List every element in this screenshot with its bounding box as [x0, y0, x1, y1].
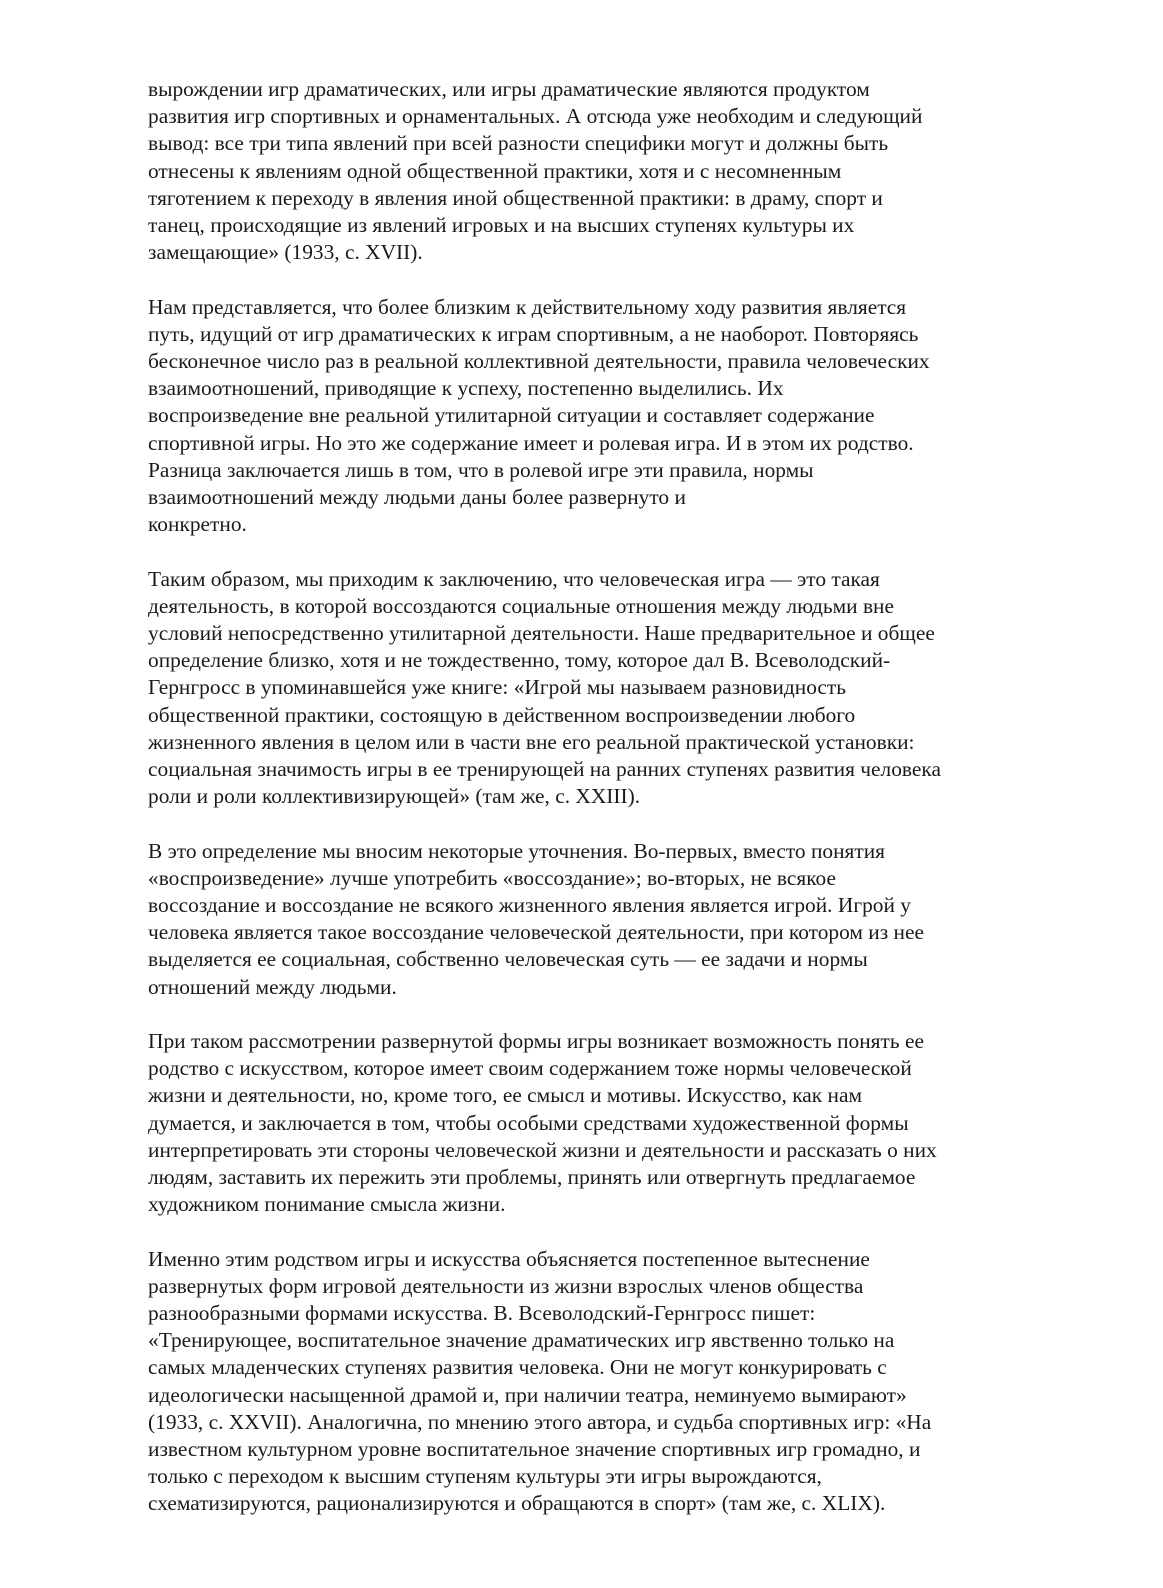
text-line: В это определение мы вносим некоторые уточнения. Во-первых, вместо понятия	[148, 838, 886, 863]
text-line: отнесены к явлениям одной общественной практики, хотя и с несомненным	[148, 158, 842, 183]
text-line: условий непосредственно утилитарной деятельности. Наше предварительное и общее	[148, 621, 935, 646]
document-body	[148, 76, 1028, 1545]
text-line: социальная значимость игры в ее тренирующей на ранних ступенях развития человека	[148, 757, 941, 782]
paragraph-3	[148, 566, 1028, 811]
text-line: конкретно.	[148, 512, 247, 537]
text-line: Нам представляется, что более близким к действительному ходу развития является	[148, 294, 907, 319]
paragraph-4	[148, 838, 1028, 1001]
text-line: вырождении игр драматических, или игры драматические являются продуктом	[148, 77, 870, 101]
text-line: самых младенческих ступенях развития человека. Они не могут конкурировать с	[148, 1355, 887, 1380]
text-line: интерпретировать эти стороны человеческой жизни и деятельности и рассказать о них	[148, 1137, 937, 1162]
text-line: отношений между людьми.	[148, 974, 397, 999]
text-line: взаимоотношений, приводящие к успеху, постепенно выделились. Их	[148, 376, 784, 401]
text-line: роли и роли коллективизирующей» (там же, с. XXIII).	[148, 784, 641, 809]
text-line: Таким образом, мы приходим к заключению, что человеческая игра — это такая	[148, 566, 880, 591]
text-line: только с переходом к высшим ступеням культуры эти игры вырождаются,	[148, 1464, 822, 1489]
text-line: танец, происходящие из явлений игровых и на высших ступенях культуры их	[148, 213, 855, 238]
text-line: При таком рассмотрении развернутой формы игры возникает возможность понять ее	[148, 1029, 924, 1054]
text-line: жизни и деятельности, но, кроме того, ее смысл и мотивы. Искусство, как нам	[148, 1083, 862, 1108]
paragraph-5	[148, 1028, 1028, 1218]
text-line: развернутых форм игровой деятельности из жизни взрослых членов общества	[148, 1273, 864, 1298]
text-line: замещающие» (1933, с. XVII).	[148, 240, 423, 265]
text-line: «Тренирующее, воспитательное значение драматических игр явственно только на	[148, 1328, 895, 1353]
text-line: бесконечное число раз в реальной коллективной деятельности, правила человеческих	[148, 349, 930, 374]
text-line: схематизируются, рационализируются и обращаются в спорт» (там же, с. XLIX).	[148, 1491, 886, 1516]
text-line: думается, и заключается в том, чтобы особыми средствами художественной формы	[148, 1110, 909, 1135]
text-line: Именно этим родством игры и искусства объясняется постепенное вытеснение	[148, 1246, 870, 1271]
text-line: жизненного явления в целом или в части вне его реальной практической установки:	[148, 729, 915, 754]
text-line: людям, заставить их пережить эти проблемы, принять или отвергнуть предлагаемое	[148, 1165, 916, 1190]
text-line: развития игр спортивных и орнаментальных. А отсюда уже необходим и следующий	[148, 104, 923, 129]
text-line: вывод: все три типа явлений при всей разности специфики могут и должны быть	[148, 131, 889, 156]
text-line: «воспроизведение» лучше употребить «воссоздание»; во-вторых, не всякое	[148, 865, 836, 890]
text-line: известном культурном уровне воспитательное значение спортивных игр громадно, и	[148, 1437, 921, 1462]
text-line: путь, идущий от игр драматических к играм спортивным, а не наоборот. Повторяясь	[148, 321, 919, 346]
text-line: (1933, с. XXVII). Аналогична, по мнению этого автора, и судьба спортивных игр: «На	[148, 1409, 932, 1434]
text-line: деятельность, в которой воссоздаются социальные отношения между людьми вне	[148, 593, 894, 618]
paragraph-6	[148, 1246, 1028, 1518]
text-line: разнообразными формами искусства. В. Всеволодский-Гернгросс пишет:	[148, 1301, 816, 1326]
text-line: воспроизведение вне реальной утилитарной ситуации и составляет содержание	[148, 403, 875, 428]
text-line: выделяется ее социальная, собственно человеческая суть — ее задачи и нормы	[148, 947, 868, 972]
text-line: Гернгросс в упоминавшейся уже книге: «Игрой мы называем разновидность	[148, 675, 847, 700]
text-line: взаимоотношений между людьми даны более развернуто и	[148, 485, 686, 510]
text-line: родство с искусством, которое имеет своим содержанием тоже нормы человеческой	[148, 1056, 912, 1081]
paragraph-2	[148, 294, 1028, 539]
paragraph-1	[148, 76, 1028, 266]
text-line: спортивной игры. Но это же содержание имеет и ролевая игра. И в этом их родство.	[148, 430, 914, 455]
text-line: воссоздание и воссоздание не всякого жизненного явления является игрой. Игрой у	[148, 893, 911, 918]
text-line: тяготением к переходу в явления иной общественной практики: в драму, спорт и	[148, 185, 883, 210]
text-line: художником понимание смысла жизни.	[148, 1192, 506, 1217]
text-line: Разница заключается лишь в том, что в ролевой игре эти правила, нормы	[148, 457, 814, 482]
text-line: человека является такое воссоздание человеческой деятельности, при котором из нее	[148, 920, 924, 945]
text-line: определение близко, хотя и не тождественно, тому, которое дал В. Всеволодский-	[148, 648, 891, 673]
text-line: идеологически насыщенной драмой и, при наличии театра, неминуемо вымирают»	[148, 1382, 907, 1407]
text-line: общественной практики, состоящую в действенном воспроизведении любого	[148, 702, 856, 727]
